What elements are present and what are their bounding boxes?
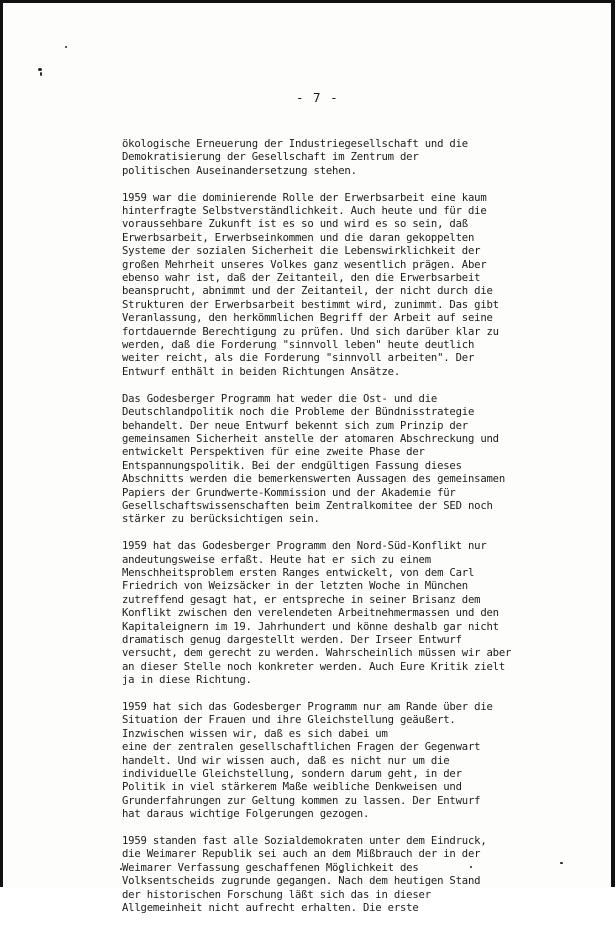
text-line: beansprucht, abnimmt und der Zeitanteil, der nicht durch die xyxy=(122,285,493,298)
text-line: Veranlassung, den herkömmlichen Begriff der Arbeit auf seine xyxy=(122,312,493,325)
text-line: Situation der Frauen und ihre Gleichstellung geäußert. xyxy=(122,714,456,727)
text-line: der historischen Forschung läßt sich das in dieser xyxy=(122,888,431,901)
text-line: 1959 war die dominierende Rolle der Erwerbsarbeit eine kaum xyxy=(122,191,487,204)
text-line: Entwurf enthält in beiden Richtungen Ansätze. xyxy=(122,365,401,378)
text-line: Inzwischen wissen wir, daß es sich dabei um xyxy=(122,727,388,740)
scan-speck xyxy=(38,68,42,71)
scan-speck xyxy=(65,46,67,48)
text-line: Das Godesberger Programm hat weder die Ost- und die xyxy=(122,392,438,405)
text-line: großen Mehrheit unseres Volkes ganz wesentlich prägen. Aber xyxy=(122,258,487,271)
text-line: individuelle Gleichstellung, sondern darum geht, in der xyxy=(122,768,462,781)
paragraph xyxy=(122,138,592,178)
text-line: die Weimarer Republik sei auch an dem Mißbrauch der in der xyxy=(122,848,481,861)
text-line: werden, daß die Forderung "sinnvoll leben" heute deutlich xyxy=(122,339,475,352)
text-line: Grunderfahrungen zur Geltung kommen zu lassen. Der Entwurf xyxy=(122,794,481,807)
text-line: gemeinsamen Sicherheit anstelle der atomaren Abschreckung und xyxy=(122,432,499,445)
paragraph xyxy=(122,540,592,687)
text-line: Weimarer Verfassung geschaffenen Möglichkeit des xyxy=(122,861,419,874)
scan-speck xyxy=(40,72,42,76)
document-body xyxy=(122,138,592,929)
text-line: Gesellschaftswissenschaften beim Zentralkomitee der SED noch xyxy=(122,499,493,512)
text-line: entwickelt Perspektiven für eine zweite Phase der xyxy=(122,446,425,459)
text-line: hat daraus wichtige Folgerungen gezogen. xyxy=(122,808,370,821)
text-line: Kapitaleignern im 19. Jahrhundert und könne deshalb gar nicht xyxy=(122,620,499,633)
text-line: handelt. Und wir wissen auch, daß es nicht nur um die xyxy=(122,754,450,767)
text-line: Papiers der Grundwerte-Kommission und der Akademie für xyxy=(122,486,456,499)
text-line: an dieser Stelle noch konkreter werden. Auch Eure Kritik zielt xyxy=(122,660,506,673)
paragraph xyxy=(122,835,592,915)
paragraph xyxy=(122,393,592,527)
text-line: Abschnitts werden die bemerkenswerten Aussagen des gemeinsamen xyxy=(122,473,506,486)
text-line: fortdauernde Berechtigung zu prüfen. Und sich darüber klar zu xyxy=(122,325,499,338)
text-line: Menschheitsproblem ersten Ranges entwickelt, von dem Carl xyxy=(122,566,475,579)
text-line: Erwerbsarbeit, Erwerbseinkommen und die daran gekoppelten xyxy=(122,231,475,244)
text-line: politischen Auseinandersetzung stehen. xyxy=(122,164,357,177)
text-line: stärker zu berücksichtigen sein. xyxy=(122,513,320,526)
text-line: ebenso wahr ist, daß der Zeitanteil, den die Erwerbsarbeit xyxy=(122,272,481,285)
text-line: Friedrich von Weizsäcker in der letzten Woche in München xyxy=(122,580,468,593)
text-line: versucht, dem gerecht zu werden. Wahrscheinlich müssen wir aber xyxy=(122,647,512,660)
scan-border-left xyxy=(0,0,3,887)
text-line: 1959 standen fast alle Sozialdemokraten unter dem Eindruck, xyxy=(122,835,487,848)
scan-border-right xyxy=(611,0,615,887)
text-line: Systeme der sozialen Sicherheit die Lebenswirklichkeit der xyxy=(122,245,481,258)
text-line: andeutungsweise erfaßt. Heute hat er sich zu einem xyxy=(122,553,431,566)
text-line: Strukturen der Erwerbsarbeit bestimmt wird, zunimmt. Das gibt xyxy=(122,298,499,311)
text-line: voraussehbare Zukunft ist es so und wird es so sein, daß xyxy=(122,218,468,231)
paragraph xyxy=(122,192,592,380)
text-line: 1959 hat sich das Godesberger Programm nur am Rande über die xyxy=(122,701,493,713)
text-line: Allgemeinheit nicht aufrecht erhalten. Die erste xyxy=(122,902,419,915)
text-line: Deutschlandpolitik noch die Probleme der Bündnisstrategie xyxy=(122,406,475,419)
text-line: hinterfragte Selbstverständlichkeit. Auch heute und für die xyxy=(122,205,487,218)
text-line: Politik in viel stärkerem Maße weibliche Denkweisen und xyxy=(122,781,462,794)
text-line: Demokratisierung der Gesellschaft im Zentrum der xyxy=(122,151,419,164)
text-line: behandelt. Der neue Entwurf bekennt sich zum Prinzip der xyxy=(122,419,468,432)
text-line: zutreffend gesagt hat, er entspreche in seiner Brisanz dem xyxy=(122,593,481,606)
text-line: 1959 hat das Godesberger Programm den Nord-Süd-Konflikt nur xyxy=(122,540,487,553)
scan-border-top xyxy=(0,0,615,3)
page-number: - 7 - xyxy=(296,90,339,105)
text-line: ökologische Erneuerung der Industriegesellschaft und die xyxy=(122,138,468,150)
text-line: dramatisch genug dargestellt werden. Der Irseer Entwurf xyxy=(122,633,462,646)
text-line: Konflikt zwischen den verelendeten Arbeitnehmermassen und den xyxy=(122,607,499,620)
paragraph xyxy=(122,701,592,822)
text-line: eine der zentralen gesellschaftlichen Fragen der Gegenwart xyxy=(122,741,481,754)
text-line: Volksentscheids zugrunde gegangen. Nach dem heutigen Stand xyxy=(122,875,481,888)
text-line: weiter reicht, als die Forderung "sinnvoll arbeiten". Der xyxy=(122,352,475,365)
text-line: Entspannungspolitik. Bei der endgültigen Fassung dieses xyxy=(122,459,462,472)
text-line: ja in diese Richtung. xyxy=(122,674,252,687)
